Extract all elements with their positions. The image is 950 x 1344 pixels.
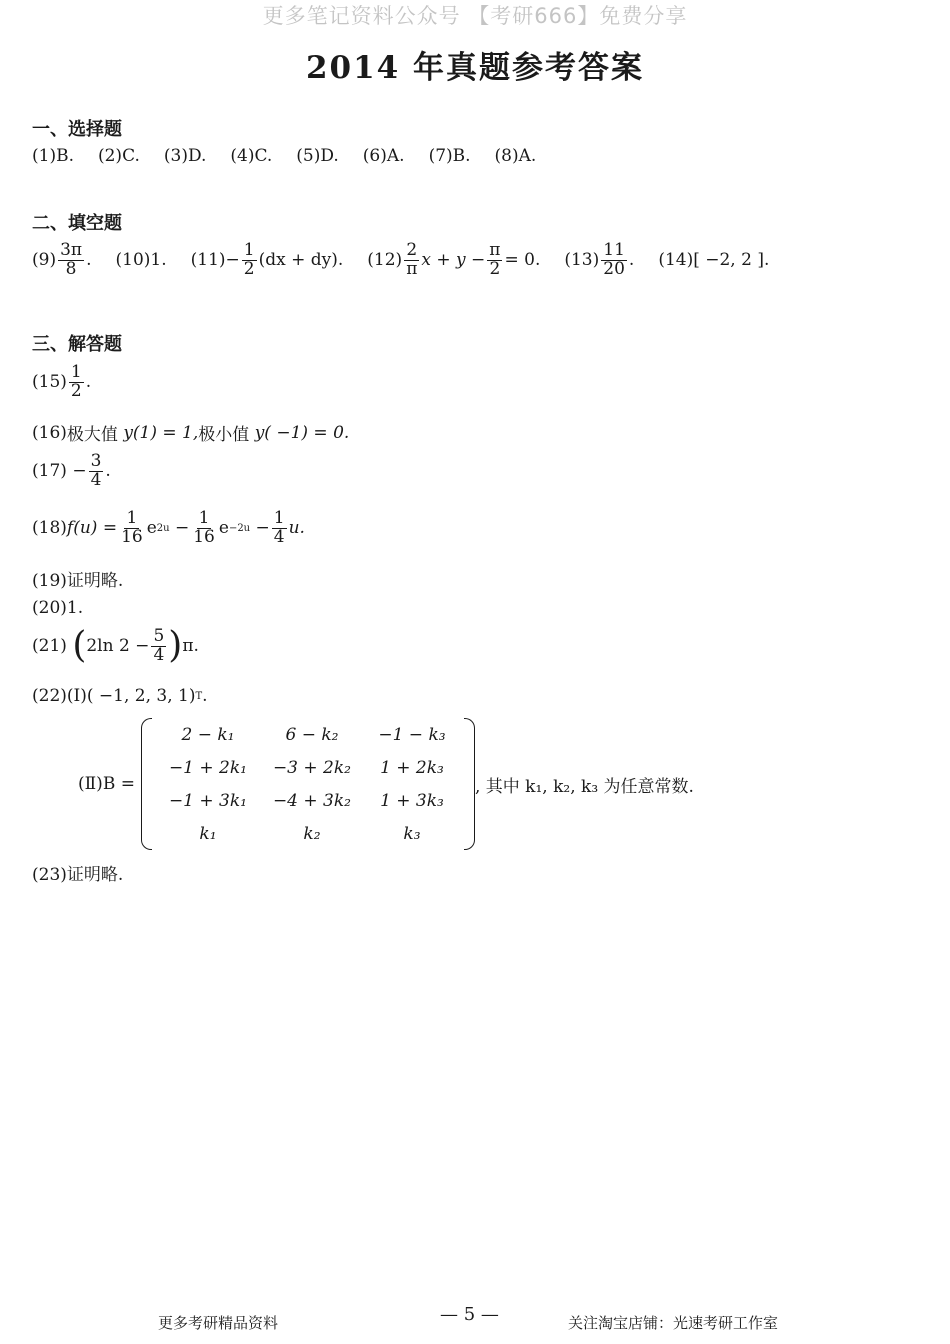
q18-exponent-1: 2u [156,522,170,534]
q11-sign: − [225,250,240,271]
q11-tail: (dx + dy). [258,250,344,271]
q18-numerator-1: 1 [126,508,138,528]
q22-part2-lhs: (Ⅱ)B = [78,774,135,794]
q15-label: (15) [32,372,67,393]
choice-answer: (2)C. [97,146,140,166]
matrix-cell: k₂ [303,823,321,844]
q22-row [32,686,208,706]
q21-fraction [151,628,166,665]
q21-row [32,625,199,667]
q18-denominator-1: 16 [121,526,143,547]
q17-numerator: 3 [90,451,102,471]
q12-fraction-2 [487,242,502,279]
q12-tail: = 0. [504,250,541,271]
q9-denominator: 8 [65,258,77,279]
matrix-cell: −1 + 3k₁ [168,790,247,811]
q22-transpose: T [195,690,203,702]
footer-left-text: 更多考研精品资料 [158,1314,279,1332]
q12-numerator-2: π [489,240,501,260]
q18-exp-base-1: e [146,518,157,539]
q18-numerator-2: 1 [198,508,210,528]
q13-fraction [601,242,627,279]
q14-answer: (14)[ −2, 2 ]. [658,250,770,271]
q21-tail: π. [182,636,199,657]
q15-tail: . [85,372,92,393]
q18-denominator-3: 4 [273,526,285,547]
q22-after-text: , 其中 k₁, k₂, k₃ 为任意常数. [474,776,694,797]
q21-denominator: 4 [153,644,165,665]
q18-lhs: f(u) = [66,518,118,539]
q22-label: (22) [32,686,67,706]
q22-tail: . [202,686,208,706]
choice-answer: (3)D. [163,146,207,166]
q16-text-min: 极小值 [198,425,250,445]
q13-tail: . [628,250,635,271]
q16-label: (16) [32,422,67,443]
matrix-cell: −1 + 2k₁ [168,757,247,778]
q15-denominator: 2 [70,380,82,401]
q13-numerator: 11 [603,240,625,260]
choice-answer: (5)D. [296,146,339,166]
watermark-text: 更多笔记资料公众号 【考研666】免费分享 [262,4,688,28]
matrix-b [152,718,464,850]
section-heading-choice: 一、选择题 [32,119,122,140]
matrix-cell: −1 − k₃ [378,724,446,745]
q21-left-paren: ( [72,625,87,667]
q9-fraction [58,242,84,279]
q17-sign: − [72,461,87,482]
q17-label: (17) [32,461,67,482]
choice-answer: (1)B. [32,146,74,166]
q12-numerator-1: 2 [406,240,418,260]
q18-fraction-3 [272,510,287,547]
q16-row [32,420,349,445]
q18-fraction-2 [191,510,217,547]
q17-fraction [89,453,104,490]
q11-fraction [242,242,257,279]
q19-answer: (19)证明略. [32,571,124,591]
q23-row [32,860,123,885]
q18-numerator-3: 1 [273,508,285,528]
matrix-right-bracket [464,718,475,850]
q21-numerator: 5 [153,626,165,646]
q12-middle: x + y − [421,250,486,271]
q18-tail: u. [288,518,305,539]
choice-answer: (7)B. [428,146,471,166]
footer-right-text: 关注淘宝店铺：光速考研工作室 [568,1314,779,1332]
matrix-cell: 6 − k₂ [285,724,339,745]
q18-operator-2: − [255,518,270,539]
q11-numerator: 1 [243,240,255,260]
q18-fraction-1 [119,510,145,547]
page-title: 2014 年真题参考答案 [305,50,645,86]
q16-expr-min: y( −1) = 0. [254,422,350,443]
q12-fraction-1 [404,242,419,279]
q15-fraction [69,364,84,401]
q18-exponent-2: −2u [228,522,251,534]
q9-numerator: 3π [60,240,83,260]
q18-denominator-2: 16 [193,526,215,547]
matrix-cell: 1 + 3k₃ [380,790,444,811]
q13-label: (13) [564,250,600,271]
matrix-cell: k₃ [403,823,421,844]
q21-right-paren: ) [168,625,183,667]
q12-denominator-1: π [406,258,418,279]
q11-label: (11) [190,250,226,271]
q18-exp-base-2: e [218,518,229,539]
q20-answer: (20)1. [32,598,84,618]
section-heading-solve: 三、解答题 [32,334,122,355]
matrix-cell: −3 + 2k₂ [272,757,351,778]
q17-row [32,453,111,490]
q21-prefix: 2ln 2 − [86,636,150,657]
section-heading-fill: 二、填空题 [32,213,122,234]
q18-row [32,510,305,547]
q22-part1: (Ⅰ)( −1, 2, 3, 1) [66,686,196,706]
q19-row [32,566,123,591]
choice-answer: (6)A. [362,146,405,166]
q16-expr-max: y(1) = 1, [123,422,199,443]
matrix-cell: 2 − k₁ [181,724,235,745]
q15-row [32,364,91,401]
matrix-cell: 1 + 2k₃ [380,757,444,778]
q11-denominator: 2 [243,258,255,279]
q17-tail: . [105,461,111,482]
q18-operator-1: − [174,518,190,539]
q9-tail: . [86,250,92,271]
q12-denominator-2: 2 [489,258,501,279]
fill-answers-row [32,242,769,279]
choice-answers-row [32,146,560,166]
q21-label: (21) [32,636,67,657]
q15-numerator: 1 [70,362,82,382]
choice-answer: (4)C. [230,146,273,166]
matrix-cell: k₁ [199,823,217,844]
page-number: — 5 — [440,1304,499,1325]
q18-label: (18) [32,518,67,539]
q9-label: (9) [32,250,57,271]
q20-row [32,598,83,618]
q17-denominator: 4 [90,469,102,490]
q10-answer: (10)1. [115,250,167,271]
choice-answer: (8)A. [494,146,537,166]
q23-answer: (23)证明略. [32,865,124,885]
q12-label: (12) [367,250,403,271]
q16-text-max: 极大值 [66,425,118,445]
q13-denominator: 20 [603,258,625,279]
matrix-left-bracket [141,718,152,850]
q22-part2 [78,716,694,852]
matrix-cell: −4 + 3k₂ [272,790,351,811]
